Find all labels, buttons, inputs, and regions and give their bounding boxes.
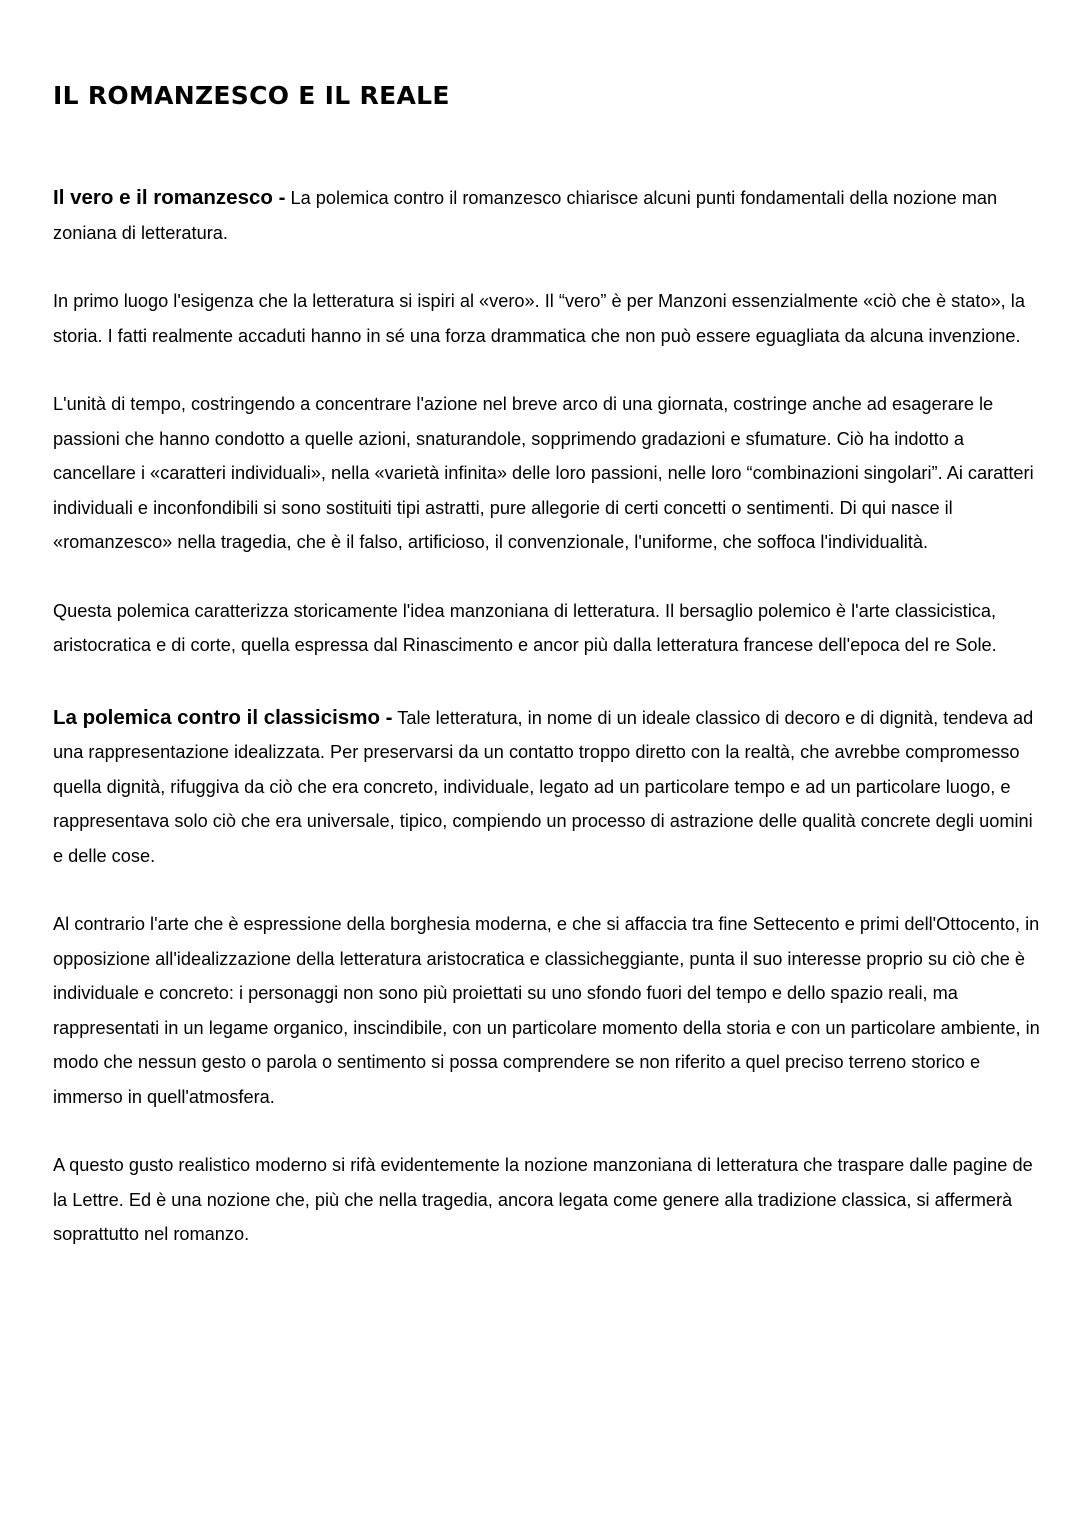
paragraph-3: L'unità di tempo, costringendo a concentrare l'azione nel breve arco di una giornata, costringe anche ad esagerare le passioni che hanno condotto a quelle azioni, snaturandole, sopprimendo gradazioni e sfumature. Ciò ha indotto a cancellare i «caratteri individuali», nella «varietà infinita» delle loro passioni, nelle loro “combinazioni singolari”. Ai caratteri individuali e inconfondibili si sono sostituiti tipi astratti, pure allegorie di certi concetti o sentimenti. Di qui nasce il «romanzesco» nella tragedia, che è il falso, artificioso, il convenzionale, l'uniforme, che soffoca l'individualità. xyxy=(53,394,1034,552)
document-title: IL ROMANZESCO E IL REALE xyxy=(53,81,450,110)
paragraph-text: La polemica contro il romanzesco chiarisce alcuni punti fondamentali della nozione man zoniana di letteratura. xyxy=(53,188,998,243)
paragraph-4: Questa polemica caratterizza storicamente l'idea manzoniana di letteratura. Il bersaglio polemico è l'arte classicistica, aristocratica e di corte, quella espressa dal Rinascimento e ancor più dalla letteratura francese dell'epoca del re Sole. xyxy=(53,600,997,655)
paragraph-7: A questo gusto realistico moderno si rifà evidentemente la nozione manzoniana di letteratura che traspare dalle pagine de la Lettre. Ed è una nozione che, più che nella tragedia, ancora legata come genere alla tradizione classica, si affermerà soprattutto nel romanzo. xyxy=(53,1155,1033,1244)
paragraph-1 xyxy=(53,181,1043,250)
section-heading-vero: Il vero e il romanzesco - xyxy=(53,186,286,209)
paragraph-5 xyxy=(53,701,1043,874)
paragraph-text: Tale letteratura, in nome di un ideale classico di decoro e di dignità, tendeva ad una rappresentazione idealizzata. Per preservarsi da un contatto troppo diretto con la realtà, che avrebbe compromesso quella dignità, rifuggiva da ciò che era concreto, individuale, legato ad un particolare tempo e ad un particolare luogo, e rappresentava solo ciò che era universale, tipico, compiendo un processo di astrazione delle qualità concrete degli uomini e delle cose. xyxy=(53,707,1034,866)
paragraph-6: Al contrario l'arte che è espressione della borghesia moderna, e che si affaccia tra fine Settecento e primi dell'Ottocento, in opposizione all'idealizzazione della letteratura aristocratica e classicheggiante, punta il suo interesse proprio su ciò che è individuale e concreto: i personaggi non sono più proiettati su uno sfondo fuori del tempo e dello spazio reali, ma rappresentati in un legame organico, inscindibile, con un particolare momento della storia e con un particolare ambiente, in modo che nessun gesto o parola o sentimento si possa comprendere se non riferito a quel preciso terreno storico e immerso in quell'atmosfera. xyxy=(53,914,1040,1107)
document-page xyxy=(53,78,1043,1252)
paragraph-2: In primo luogo l'esigenza che la letteratura si ispiri al «vero». Il “vero” è per Manzoni essenzialmente «ciò che è stato», la storia. I fatti realmente accaduti hanno in sé una forza drammatica che non può essere eguagliata da alcuna invenzione. xyxy=(53,291,1025,346)
section-heading-classicismo: La polemica contro il classicismo - xyxy=(53,705,393,729)
